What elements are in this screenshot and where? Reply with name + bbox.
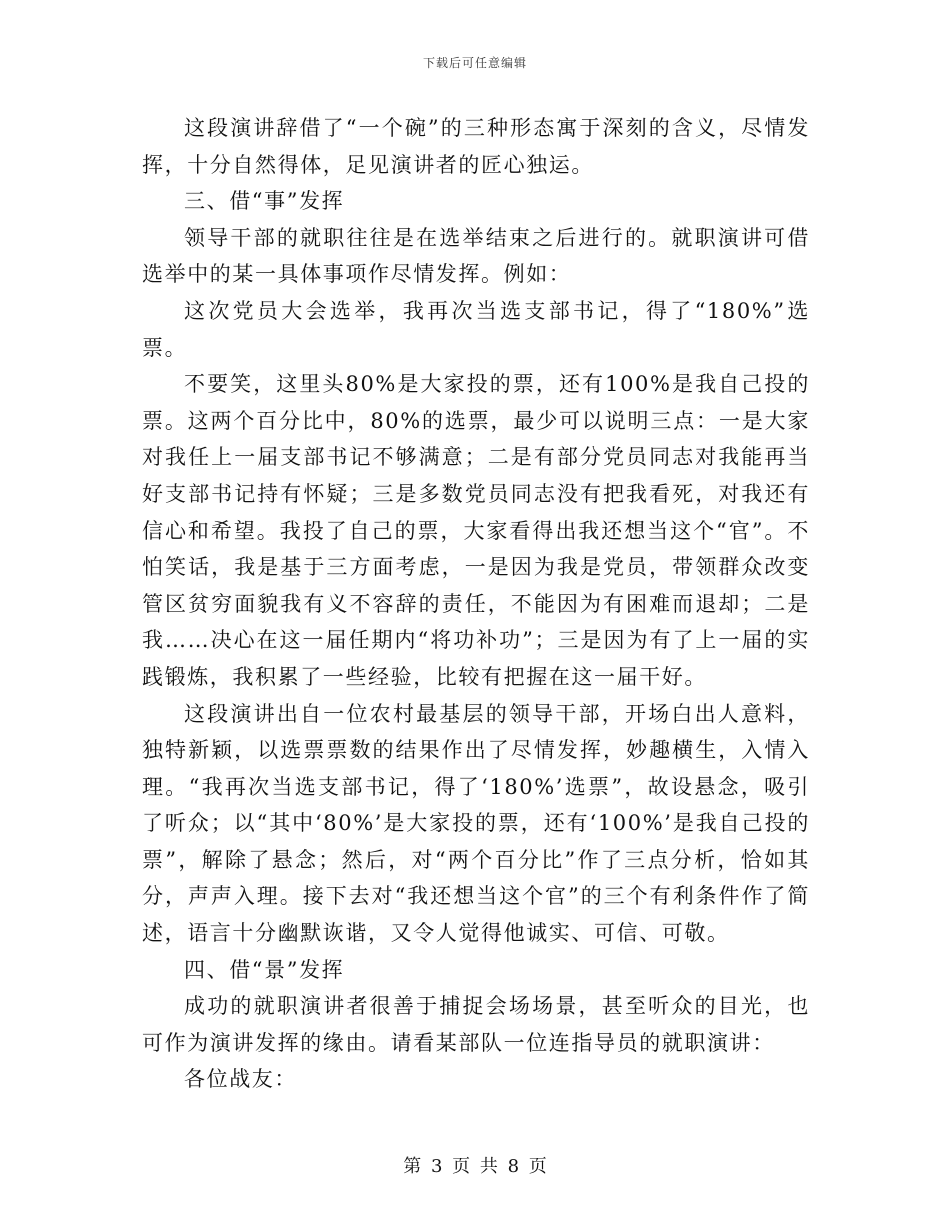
paragraph-2: 领导干部的就职往往是在选举结束之后进行的。就职演讲可借选举中的某一具体事项作尽情发挥。例如： bbox=[142, 225, 810, 287]
document-body bbox=[142, 110, 810, 1098]
quote-paragraph-2: 不要笑，这里头80%是大家投的票，还有100%是我自己投的票。这两个百分比中，80%的选票，最少可以说明三点：一是大家对我任上一届支部书记不够满意；二是有部分党员同志对我能再当好支部书记持有怀疑；三是多数党员同志没有把我看死，对我还有信心和希望。我投了自己的票，大家看得出我还想当这个“官”。不怕笑话，我是基于三方面考虑，一是因为我是党员，带领群众改变管区贫穷面貌我有义不容辞的责任，不能因为有困难而退却；二是我……决心在这一届任期内“将功补功”；三是因为有了上一届的实践锻炼，我积累了一些经验，比较有把握在这一届干好。 bbox=[142, 372, 810, 689]
paragraph-3: 这段演讲出自一位农村最基层的领导干部，开场白出人意料，独特新颖，以选票票数的结果作出了尽情发挥，妙趣横生，入情入理。“我再次当选支部书记，得了‘180%’选票”，故设悬念，吸引了听众；以“其中‘80%’是大家投的票，还有‘100%’是我自己投的票”，解除了悬念；然后，对“两个百分比”作了三点分析，恰如其分，声声入理。接下去对“我还想当这个官”的三个有利条件作了简述，语言十分幽默诙谐，又令人觉得他诚实、可信、可敬。 bbox=[142, 701, 810, 946]
section-heading-3: 三、借“事”发挥 bbox=[184, 189, 345, 214]
salutation: 各位战友： bbox=[184, 1067, 297, 1092]
section-heading-4: 四、借“景”发挥 bbox=[184, 957, 345, 982]
page-footer: 第 3 页 共 8 页 bbox=[403, 1156, 547, 1177]
quote-paragraph-1: 这次党员大会选举，我再次当选支部书记，得了“180%”选票。 bbox=[142, 298, 810, 360]
paragraph-1: 这段演讲辞借了“一个碗”的三种形态寓于深刻的含义，尽情发挥，十分自然得体，足见演讲者的匠心独运。 bbox=[142, 116, 810, 177]
paragraph-4: 成功的就职演讲者很善于捕捉会场场景，甚至听众的目光，也可作为演讲发挥的缘由。请看某部队一位连指导员的就职演讲： bbox=[142, 994, 810, 1055]
page-header: 下载后可任意编辑 bbox=[422, 56, 527, 70]
